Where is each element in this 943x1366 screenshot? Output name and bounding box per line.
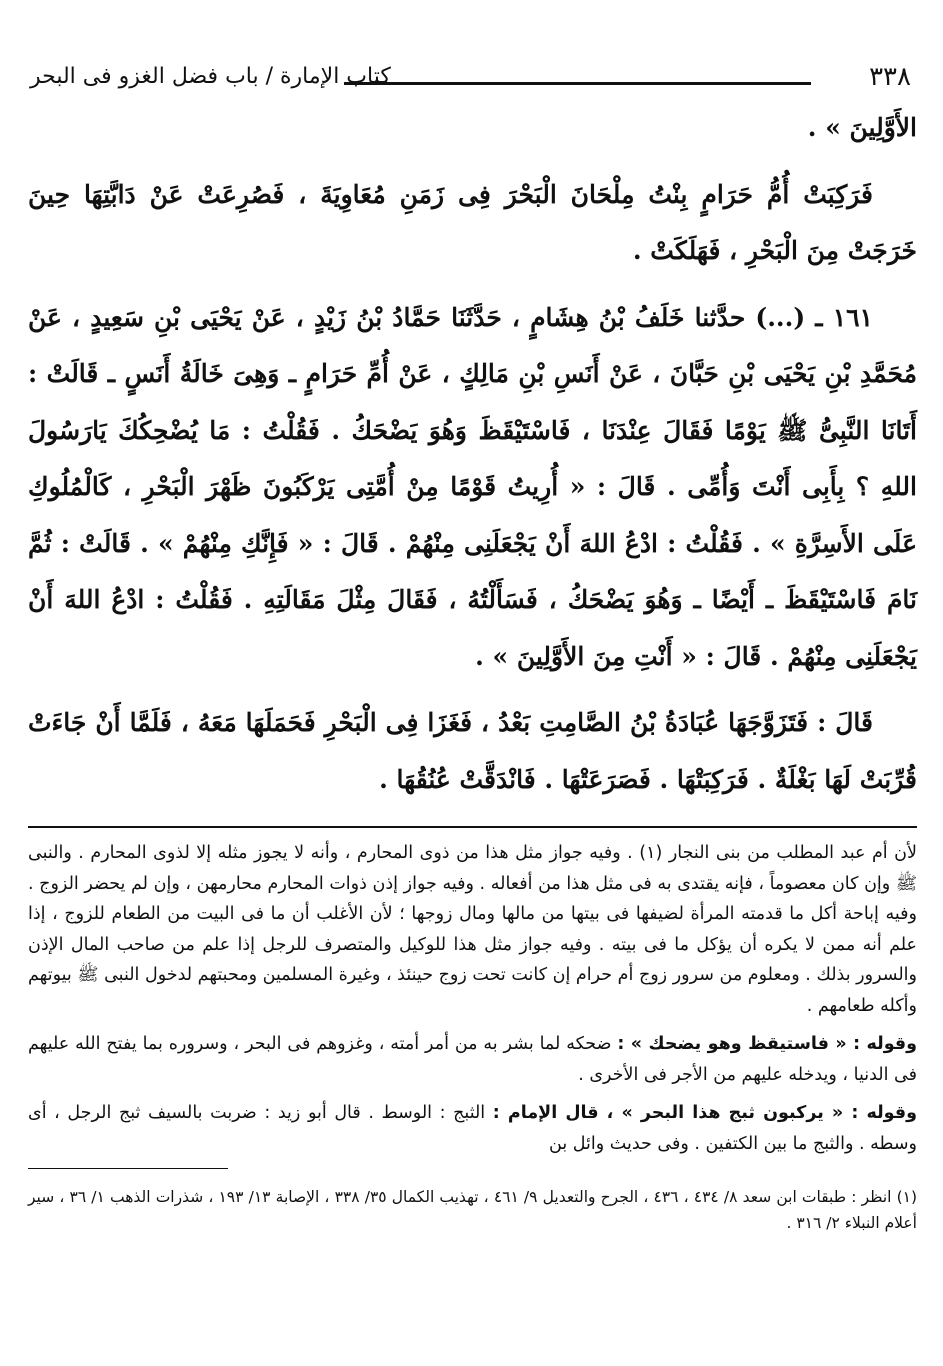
book-page bbox=[28, 60, 917, 1159]
footnote-text: (١) انظر : طبقات ابن سعد ٨/ ٤٣٤ ، ٤٣٦ ، الجرح والتعديل ٩/ ٤٦١ ، تهذيب الكمال ٣٥/ ٣٣٨ ، الإصابة ١٣/ ١٩٣ ، شذرات الذهب ١/ ٣٦ ، سير أعلام النبلاء ٢/ ٣١٦ . bbox=[28, 1188, 918, 1232]
page-header bbox=[28, 60, 917, 100]
hadith-paragraph: قَالَ : فَتَزَوَّجَهَا عُبَادَةُ بْنُ الصَّامِتِ بَعْدُ ، فَغَزَا فِى الْبَحْرِ فَحَمَلَهَا مَعَهُ ، فَلَمَّا أَنْ جَاءَتْ قُرِّبَتْ لَهَا بَغْلَةٌ . فَرَكِبَتْهَا . فَصَرَعَتْهَا . فَانْدَقَّتْ عُنُقُهَا . bbox=[28, 708, 917, 794]
hadith-paragraph: ١٦١ ـ (...) حدَّثنا خَلَفُ بْنُ هِشَامٍ ، حَدَّثَنَا حَمَّادُ بْنُ زَيْدٍ ، عَنْ يَحْيَى بْنِ سَعِيدٍ ، عَنْ مُحَمَّدِ بْنِ يَحْيَى بْنِ حَبَّانَ ، عَنْ أَنَسِ بْنِ مَالِكٍ ، عَنْ أُمِّ حَرَامٍ ـ وَهِىَ خَالَةُ أَنَسٍ ـ قَالَتْ : أَتَانَا النَّبِىُّ ﷺ يَوْمًا فَقَالَ عِنْدَنَا ، فَاسْتَيْقَظَ وَهُوَ يَضْحَكُ . فَقُلْتُ : مَا يُضْحِكُكَ يَارَسُولَ اللهِ ؟ بِأَبِى أَنْتَ وَأُمِّى . قَالَ : « أُرِيتُ قَوْمًا مِنْ أُمَّتِى يَرْكَبُونَ ظَهْرَ الْبَحْرِ ، كَالْمُلُوكِ عَلَى الأَسِرَّةِ » . فَقُلْتُ : ادْعُ اللهَ أَنْ يَجْعَلَنِى مِنْهُمْ . قَالَ : « فَإِنَّكِ مِنْهُمْ » . قَالَتْ : ثُمَّ نَامَ فَاسْتَيْقَظَ ـ أَيْضًا ـ وَهُوَ يَضْحَكُ ، فَسَأَلْتُهُ ، فَقَالَ مِثْلَ مَقَالَتِهِ . فَقُلْتُ : ادْعُ اللهَ أَنْ يَجْعَلَنِى مِنْهُمْ . قَالَ : « أَنْتِ مِنَ الأَوَّلِينَ » . bbox=[28, 302, 917, 671]
commentary bbox=[28, 838, 917, 1159]
footnote-divider bbox=[28, 1168, 228, 1169]
commentary-paragraph bbox=[28, 1098, 917, 1159]
commentary-lead: وقوله : « يركبون ثبج هذا البحر » ، قال الإمام : bbox=[492, 1103, 917, 1123]
hadith-paragraph: فَرَكِبَتْ أُمُّ حَرَامٍ بِنْتُ مِلْحَانَ الْبَحْرَ فِى زَمَنِ مُعَاوِيَةَ ، فَصُرِعَتْ عَنْ دَابَّتِهَا حِينَ خَرَجَتْ مِنَ الْبَحْرِ ، فَهَلَكَتْ . bbox=[28, 179, 917, 265]
hadith-text bbox=[28, 100, 917, 808]
commentary-divider bbox=[28, 826, 917, 828]
header-rule bbox=[344, 82, 811, 85]
hadith-line: الأَوَّلِينَ » . bbox=[807, 113, 917, 142]
page-number: ٣٣٨ bbox=[869, 62, 911, 92]
commentary-text: ضحكه لما بشر به من أمر أمته ، وغزوهم فى البحر ، وسروره بما يفتح الله عليهم فى الدنيا ، ويدخله عليهم من الأجر فى الأخرى . bbox=[28, 1034, 917, 1085]
running-title: كتاب الإمارة / باب فضل الغزو فى البحر bbox=[30, 64, 391, 89]
commentary-paragraph: لأن أم عبد المطلب من بنى النجار (١) . وفيه جواز مثل هذا من ذوى المحارم ، وأنه لا يجوز مثله إلا لذوى المحارم . والنبى ﷺ وإن كان معصوماً ، فإنه يقتدى به فى مثل هذا من أفعاله . وفيه جواز إذن ذوات المحارم محارمهن ، وإن لم يحضر الزوج . وفيه إباحة أكل ما قدمته المرأة لضيفها فى بيتها من مالها ومال زوجها ؛ لأن الأغلب أن ما فى البيت من الطعام للزوج ، إذا علم أنه ممن لا يكره أن يؤكل ما فى بيته . وفيه جواز مثل هذا للوكيل والمتصرف للرجل إذا علم من صاحب المال الإذن والسرور بذلك . ومعلوم من سرور زوج أم حرام إن كانت تحت زوج حينئذ ، وغيرة المسلمين ومحبتهم لدخول النبى ﷺ بيوتهم وأكله طعامهم . bbox=[28, 843, 917, 1016]
commentary-paragraph bbox=[28, 1029, 917, 1090]
footnote bbox=[28, 1184, 917, 1236]
commentary-text: الثبج : الوسط . قال أبو زيد : ضربت بالسيف ثبج الرجل ، أى وسطه . والثبج ما بين الكتفين . وفى حديث وائل بن bbox=[28, 1103, 917, 1154]
commentary-lead: وقوله : « فاستيقظ وهو يضحك » : bbox=[617, 1034, 917, 1054]
